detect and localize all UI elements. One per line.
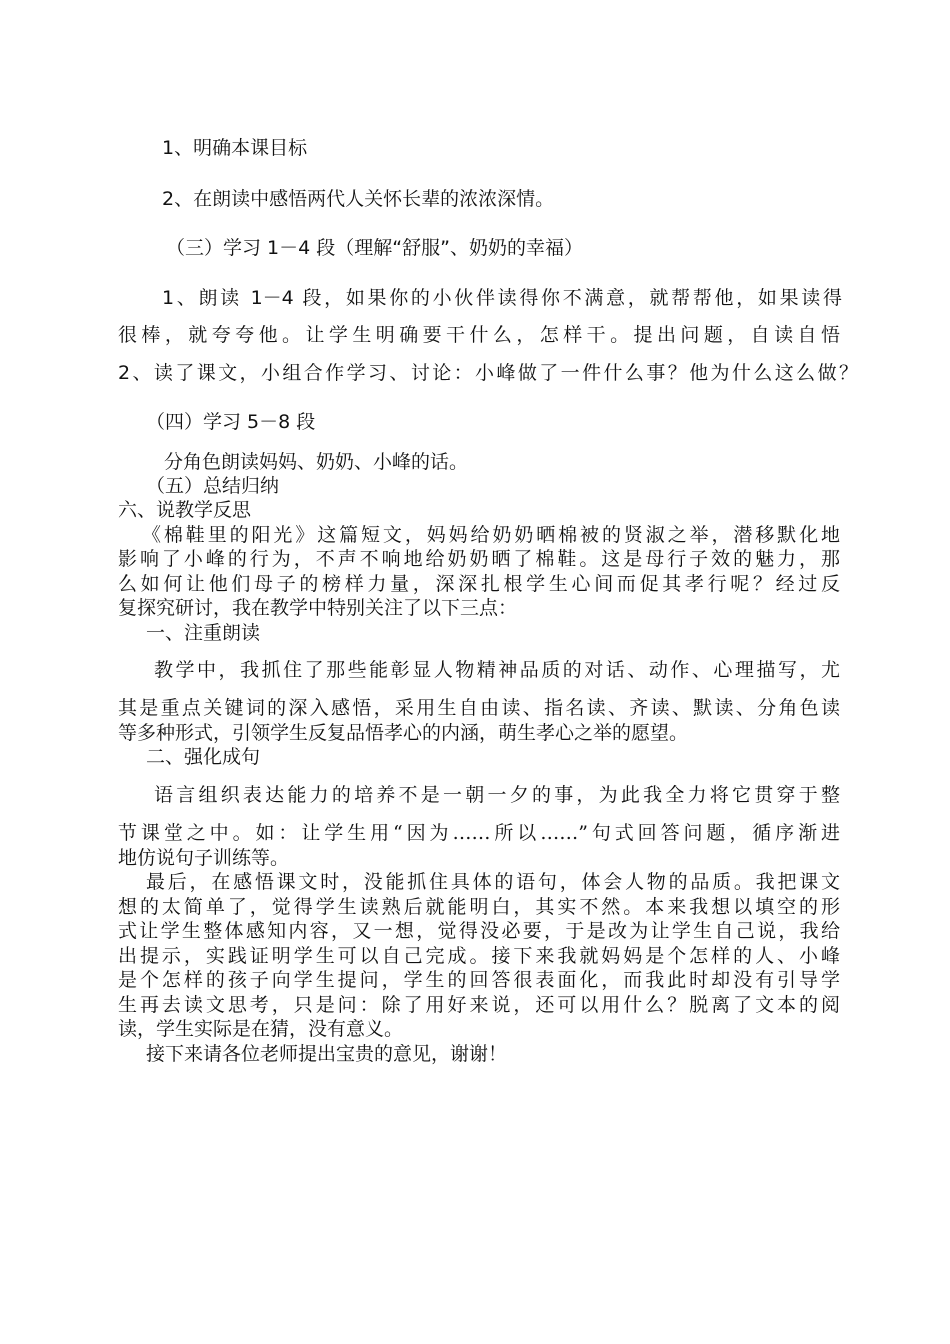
closing-line: 接下来请各位老师提出宝贵的意见，谢谢！ [146, 1043, 508, 1065]
reflection-heading: 六、说教学反思 [118, 499, 252, 521]
reflection-intro-line-3: 么如何让他们母子的榜样力量，深深扎根学生心间而促其孝行呢？经过反 [118, 573, 840, 595]
reflection-intro-line-4: 复探究研讨，我在教学中特别关注了以下三点： [118, 597, 518, 619]
section-3-line-2: 很棒，就夸夸他。让学生明确要干什么，怎样干。提出问题，自读自悟 [118, 324, 840, 346]
point-3-line-5: 是个怎样的孩子向学生提问，学生的回答很表面化，而我此时却没有引导学 [118, 969, 840, 991]
objective-2: 2、在朗读中感悟两代人关怀长辈的浓浓深情。 [162, 188, 555, 210]
point-2-line-3: 地仿说句子训练等。 [118, 847, 290, 869]
point-3-line-7: 读，学生实际是在猜，没有意义。 [118, 1018, 404, 1040]
reflection-intro-line-2: 影响了小峰的行为，不声不响地给奶奶晒了棉鞋。这是母行子效的魅力，那 [118, 548, 840, 570]
point-3-line-3: 式让学生整体感知内容，又一想，觉得没必要，于是改为让学生自己说，我给 [118, 920, 840, 942]
reflection-intro-line-1: 《棉鞋里的阳光》这篇短文，妈妈给奶奶晒棉被的贤淑之举，潜移默化地 [142, 524, 840, 546]
section-4-heading: （四）学习 5－8 段 [146, 411, 316, 433]
section-5-heading: （五）总结归纳 [146, 475, 280, 497]
point-2-line-2: 节课堂之中。如：让学生用“因为……所以……”句式回答问题，循序渐进 [118, 822, 840, 844]
point-1-line-1: 教学中，我抓住了那些能彰显人物精神品质的对话、动作、心理描写，尤 [154, 659, 840, 681]
point-1-heading: 一、注重朗读 [146, 622, 261, 644]
point-3-line-6: 生再去读文思考，只是问：除了用好来说，还可以用什么？脱离了文本的阅 [118, 994, 840, 1016]
section-3-heading: （三）学习 1－4 段（理解“舒服”、奶奶的幸福） [166, 237, 583, 259]
point-2-line-1: 语言组织表达能力的培养不是一朝一夕的事，为此我全力将它贯穿于整 [154, 784, 840, 806]
point-3-line-2: 想的太简单了，觉得学生读熟后就能明白，其实不然。本来我想以填空的形 [118, 896, 840, 918]
section-4-line: 分角色朗读妈妈、奶奶、小峰的话。 [164, 451, 469, 473]
point-1-line-2: 其是重点关键词的深入感悟，采用生自由读、指名读、齐读、默读、分角色读 [118, 697, 840, 719]
point-2-heading: 二、强化成句 [146, 746, 261, 768]
objective-1: 1、明确本课目标 [162, 137, 308, 159]
section-3-line-1: 1、朗读 1－4 段，如果你的小伙伴读得你不满意，就帮帮他，如果读得 [162, 287, 842, 309]
section-3-line-3: 2、读了课文，小组合作学习、讨论：小峰做了一件什么事？他为什么这么做？ [118, 362, 858, 384]
point-3-line-4: 出提示，实践证明学生可以自己完成。接下来我就妈妈是个怎样的人、小峰 [118, 945, 840, 967]
point-1-line-3: 等多种形式，引领学生反复品悟孝心的内涵，萌生孝心之举的愿望。 [118, 722, 689, 744]
point-3-line-1: 最后，在感悟课文时，没能抓住具体的语句，体会人物的品质。我把课文 [146, 871, 840, 893]
